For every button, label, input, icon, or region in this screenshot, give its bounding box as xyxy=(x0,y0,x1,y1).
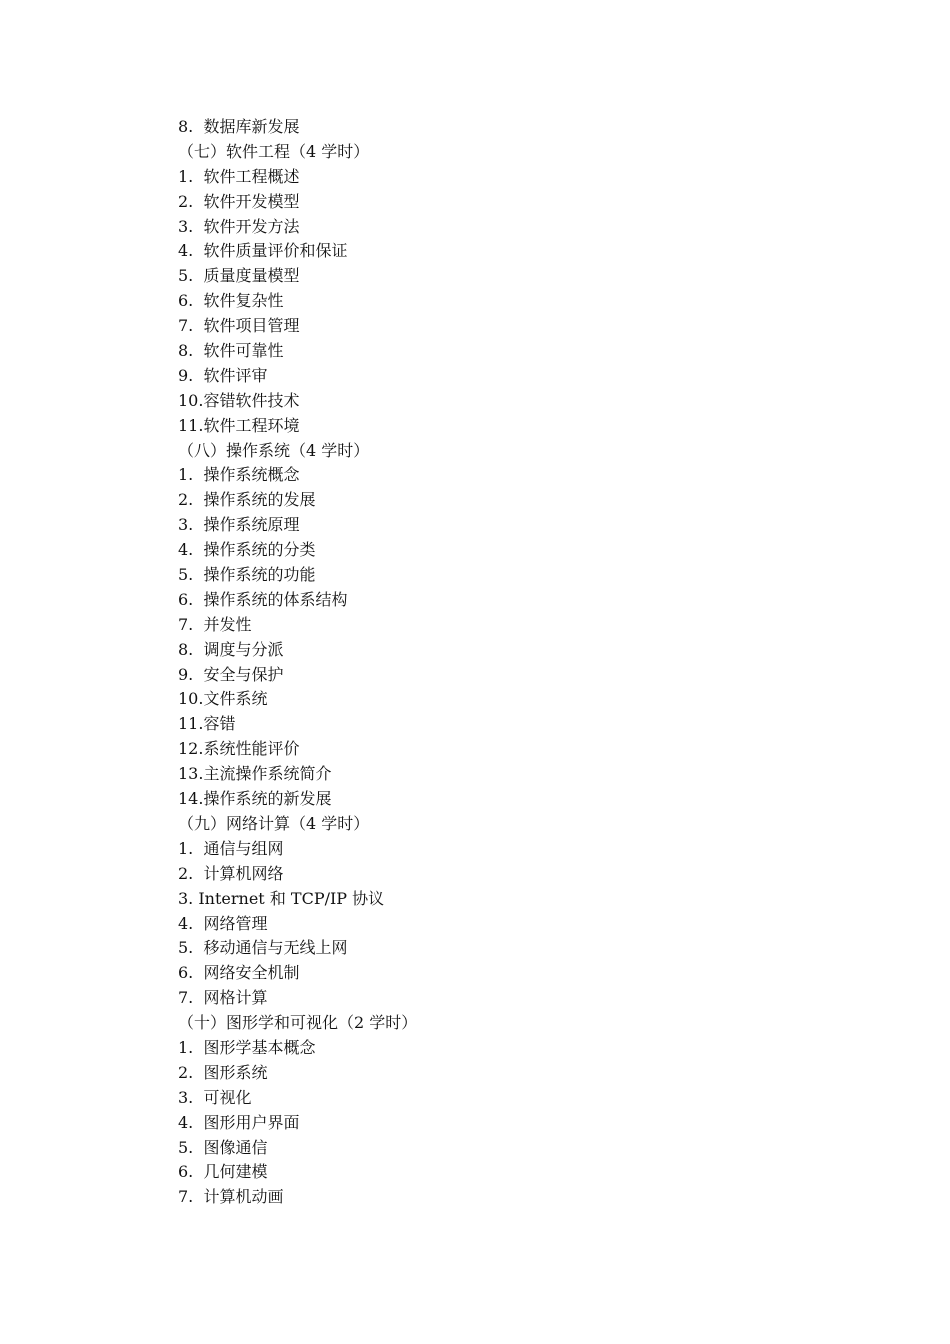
list-item: 10.文件系统 xyxy=(178,689,268,709)
list-item: 1. 图形学基本概念 xyxy=(178,1037,316,1057)
list-item: 8. 软件可靠性 xyxy=(178,341,284,361)
section-heading: （八）操作系统（4 学时） xyxy=(178,440,370,460)
list-item: 8. 调度与分派 xyxy=(178,639,284,659)
list-item: 1. 通信与组网 xyxy=(178,838,284,858)
list-item: 6. 软件复杂性 xyxy=(178,291,284,311)
list-item: 5. 移动通信与无线上网 xyxy=(178,938,348,958)
list-item: 9. 软件评审 xyxy=(178,365,268,385)
list-item: 4. 操作系统的分类 xyxy=(178,540,316,560)
list-item: 11.容错 xyxy=(178,714,236,734)
list-item: 1. 软件工程概述 xyxy=(178,166,300,186)
section-heading: （九）网络计算（4 学时） xyxy=(178,813,370,833)
list-item: 3. 操作系统原理 xyxy=(178,515,300,535)
list-item: 3. 可视化 xyxy=(178,1087,252,1107)
list-item: 4. 网络管理 xyxy=(178,913,268,933)
list-item: 8. 数据库新发展 xyxy=(178,117,300,136)
list-item: 4. 软件质量评价和保证 xyxy=(178,241,348,261)
section-heading: （十）图形学和可视化（2 学时） xyxy=(178,1013,418,1033)
list-item: 11.软件工程环境 xyxy=(178,415,300,435)
list-item: 2. 软件开发模型 xyxy=(178,191,300,211)
list-item: 3. 软件开发方法 xyxy=(178,216,300,236)
list-item: 10.容错软件技术 xyxy=(178,390,300,410)
list-item: 6. 网络安全机制 xyxy=(178,963,300,983)
list-item: 6. 操作系统的体系结构 xyxy=(178,589,348,609)
list-item: 7. 软件项目管理 xyxy=(178,316,300,336)
list-item: 1. 操作系统概念 xyxy=(178,465,300,485)
list-item: 4. 图形用户界面 xyxy=(178,1112,300,1132)
section-heading: （七）软件工程（4 学时） xyxy=(178,141,370,161)
list-item: 7. 并发性 xyxy=(178,614,252,634)
list-item: 5. 操作系统的功能 xyxy=(178,565,316,585)
list-item: 2. 操作系统的发展 xyxy=(178,490,316,510)
list-item: 9. 安全与保护 xyxy=(178,664,284,684)
list-item: 5. 图像通信 xyxy=(178,1137,268,1157)
list-item: 13.主流操作系统简介 xyxy=(178,764,332,784)
list-item: 3. Internet 和 TCP/IP 协议 xyxy=(178,888,385,908)
list-item: 5. 质量度量模型 xyxy=(178,266,300,286)
list-item: 2. 图形系统 xyxy=(178,1062,268,1082)
list-item: 12.系统性能评价 xyxy=(178,739,300,759)
list-item: 7. 网格计算 xyxy=(178,988,268,1008)
list-item: 14.操作系统的新发展 xyxy=(178,789,332,809)
list-item: 7. 计算机动画 xyxy=(178,1187,284,1207)
list-item: 6. 几何建模 xyxy=(178,1162,268,1182)
course-outline xyxy=(178,115,878,1210)
list-item: 2. 计算机网络 xyxy=(178,863,284,883)
